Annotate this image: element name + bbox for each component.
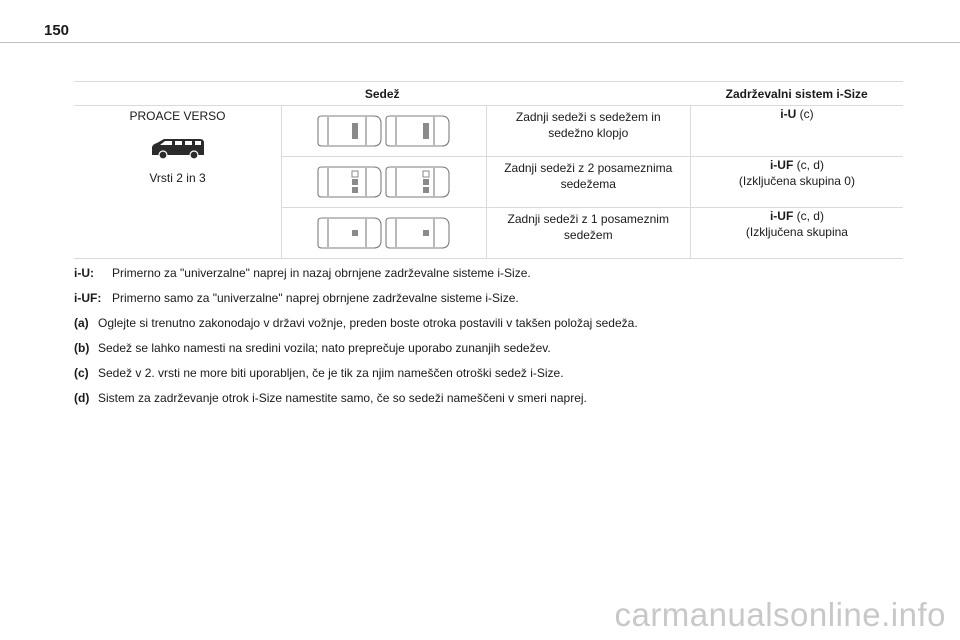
system-detail: (Izključena skupina — [745, 225, 848, 239]
model-rows: Vrsti 2 in 3 — [149, 171, 206, 185]
seat-layout-cell — [282, 106, 487, 157]
two-seat-layout-icon — [314, 165, 454, 199]
footnotes — [74, 266, 924, 416]
system-cell — [690, 208, 903, 259]
footnote-key: (c) — [74, 366, 89, 380]
footnote-text: Primerno za "univerzalne" naprej in nazaj obrnjene zadrževalne sisteme i-Size. — [112, 266, 531, 280]
footnote-text: Sedež se lahko namesti na sredini vozila; nato preprečuje uporabo zunanjih sedežev. — [98, 341, 551, 355]
minivan-icon — [150, 138, 206, 160]
footnote-text: Sedež v 2. vrsti ne more biti uporabljen, če je tik za njim nameščen otroški sedež i-Size. — [98, 366, 564, 380]
seat-description: Zadnji sedeži z 1 posameznim sedežem — [507, 212, 669, 242]
seat-description-cell — [486, 157, 690, 208]
model-name: PROACE VERSO — [129, 109, 226, 123]
footnote-text: Primerno samo za "univerzalne" naprej obrnjene zadrževalne sisteme i-Size. — [112, 291, 519, 305]
bench-seat-layout-icon — [314, 114, 454, 148]
table-header-row — [74, 82, 903, 106]
footnote-text: Sistem za zadrževanje otrok i-Size namestite samo, če so sedeži nameščeni v smeri naprej. — [98, 391, 587, 405]
watermark: carmanualsonline.info — [614, 596, 946, 633]
footnote-key: i-U: — [74, 266, 94, 280]
seat-description: Zadnji sedeži s sedežem in sedežno klopjo — [515, 110, 661, 140]
header-rule — [0, 42, 960, 43]
system-detail: (Izključena skupina 0) — [738, 174, 855, 188]
system-code: i-U — [780, 107, 797, 121]
table-row — [74, 106, 903, 157]
footnote-i-u — [74, 266, 924, 291]
seat-description-cell — [486, 208, 690, 259]
footnote-a — [74, 316, 924, 341]
system-notes: (c, d) — [793, 158, 824, 172]
footnote-b — [74, 341, 924, 366]
seat-layout-cell — [282, 157, 487, 208]
system-code: i-UF — [769, 209, 794, 223]
model-cell — [74, 106, 282, 259]
isize-seat-table — [74, 81, 903, 259]
seat-layout-cell — [282, 208, 487, 259]
footnote-key: (b) — [74, 341, 90, 355]
footnote-key: (d) — [74, 391, 90, 405]
footnote-text: Oglejte si trenutno zakonodajo v državi vožnje, preden boste otroka postavili v takšen položaj sedeža. — [98, 316, 638, 330]
system-cell — [690, 106, 903, 157]
header-system: Zadrževalni sistem i-Size — [690, 82, 903, 106]
seat-description: Zadnji sedeži z 2 posameznima sedežema — [504, 161, 673, 191]
seat-description-cell — [486, 106, 690, 157]
footnote-c — [74, 366, 924, 391]
footnote-i-uf — [74, 291, 924, 316]
system-cell — [690, 157, 903, 208]
system-notes: (c, d) — [793, 209, 824, 223]
system-code: i-UF — [769, 158, 794, 172]
header-seat: Sedež — [74, 82, 690, 106]
footnote-key: i-UF: — [74, 291, 102, 305]
footnote-d — [74, 391, 924, 416]
footnote-key: (a) — [74, 316, 89, 330]
system-notes: (c) — [796, 107, 814, 121]
page-number: 150 — [44, 22, 70, 39]
single-seat-layout-icon — [314, 216, 454, 250]
